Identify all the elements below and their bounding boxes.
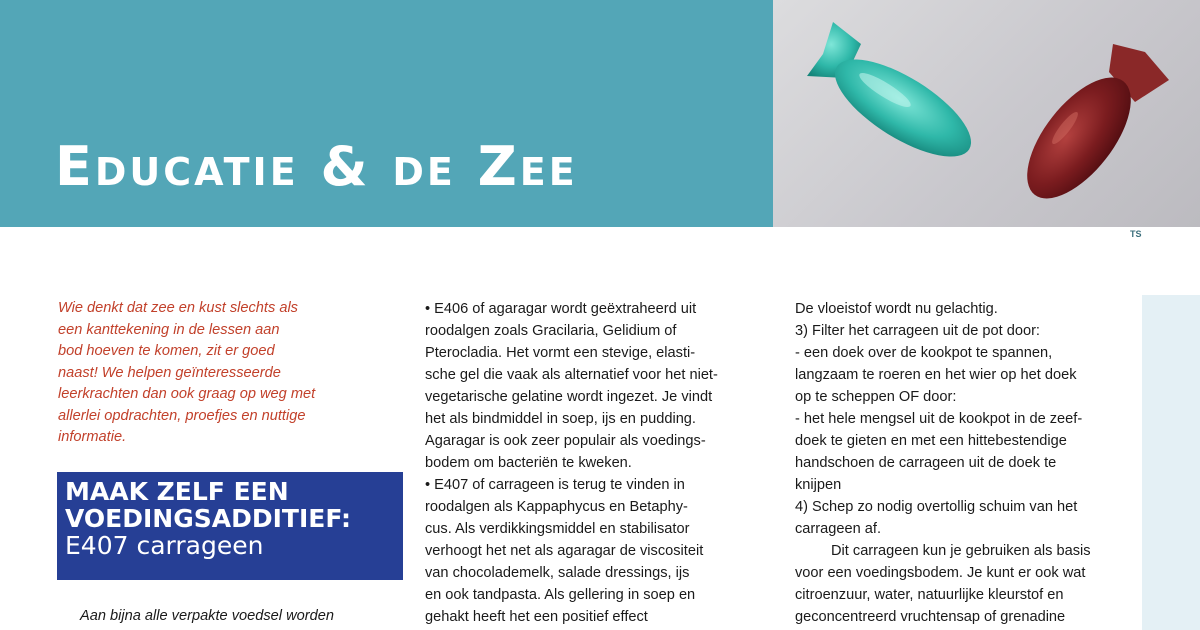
text-line: carrageen af. [795,521,881,537]
text-line: - het hele mengsel uit de kookpot in de zeef- [795,411,1083,427]
text-line: gehakt heeft het een positief effect [425,609,648,625]
text-line: cus. Als verdikkingsmiddel en stabilisator [425,521,690,537]
text-line: 3) Filter het carrageen uit de pot door: [795,323,1040,339]
text-line: van chocolademelk, salade dressings, ijs [425,565,690,581]
section-title-line: E407 carrageen [65,531,264,560]
text-line: bodem om bacteriën te kweken. [425,455,632,471]
intro-line: Wie denkt dat zee en kust slechts als [58,300,298,316]
text-line: De vloeistof wordt nu gelachtig. [795,301,998,317]
text-line: langzaam te roeren en het wier op het doek [795,367,1077,383]
intro-text [58,298,398,449]
text-line: sche gel die vaak als alternatief voor het niet- [425,367,718,383]
section-title-line: MAAK ZELF EEN [65,477,289,506]
text-line: handschoen de carrageen uit de doek te [795,455,1057,471]
text-line: 4) Schep zo nodig overtollig schuim van het [795,499,1078,515]
intro-line: een kanttekening in de lessen aan [58,321,280,338]
photo-credit: TS [1130,229,1142,239]
header-banner [0,0,773,227]
header-photo [773,0,1200,227]
text-line: roodalgen als Kappaphycus en Betaphy- [425,499,688,515]
page-title: Educatie & de Zee [55,135,578,198]
text-line: en ook tandpasta. Als gellering in soep en [425,587,696,603]
sidebar-panel [1142,295,1200,630]
intro-line: bod hoeven te komen, zit er goed [58,343,275,359]
text-line: Dit carrageen kun je gebruiken als basis [831,543,1091,559]
section-title-line: VOEDINGSADDITIEF: [65,504,352,533]
text-line: knijpen [795,477,842,493]
text-line: voor een voedingsbodem. Je kunt er ook wat [795,565,1086,581]
intro-line: leerkrachten dan ook graag op weg met [58,386,316,402]
text-line: citroenzuur, water, natuurlijke kleurstof en [795,587,1064,603]
gummy-fish-photo [773,0,1200,227]
text-line: • E407 of carrageen is terug te vinden in [425,477,685,493]
text-line: roodalgen zoals Gracilaria, Gelidium of [425,323,677,339]
intro-line: allerlei opdrachten, proefjes en nuttige [58,407,306,424]
text-line: geconcentreerd vruchtensap of grenadine [795,609,1066,625]
teal-gummy-fish [807,22,985,175]
lead-paragraph: Aan bijna alle verpakte voedsel worden [80,608,334,624]
text-line: - een doek over de kookpot te spannen, [795,345,1053,361]
text-line: vegetarische gelatine wordt ingezet. Je vindt [425,389,713,405]
text-line: • E406 of agaragar wordt geëxtraheerd uit [425,301,697,317]
intro-line: naast! We helpen geïnteresseerde [58,364,281,381]
text-line: op te scheppen OF door: [795,389,957,405]
intro-line: informatie. [58,429,127,445]
middle-column [425,298,770,628]
text-line: Pterocladia. Het vormt een stevige, elasti- [425,345,696,361]
right-column [795,298,1135,628]
text-line: Agaragar is ook zeer populair als voedings- [425,433,706,449]
text-line: doek te gieten en met een hittebestendige [795,433,1067,449]
section-title-box [57,472,403,580]
text-line: het als bindmiddel in soep, ijs en pudding. [425,411,696,427]
text-line: verhoogt het net als agaragar de viscositeit [425,543,704,559]
red-gummy-fish [1008,44,1169,216]
